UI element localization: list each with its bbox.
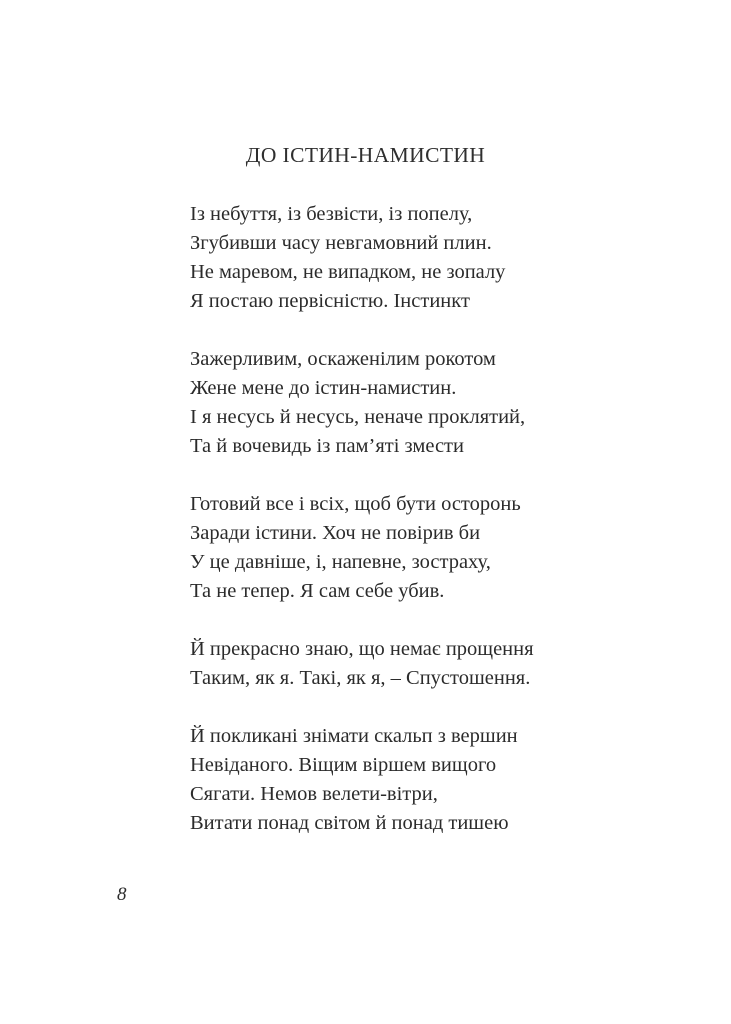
stanza-5 [190, 722, 650, 838]
stanza-2 [190, 345, 650, 461]
poem-line: Та не тепер. Я сам себе убив. [190, 580, 445, 602]
poem-line: Й прекрасно знаю, що немає прощення [190, 638, 534, 660]
poem-line: Й покликані знімати скальп з вершин [190, 725, 518, 747]
poem-line: Згубивши часу невгамовний плин. [190, 232, 492, 254]
poem-line: Не маревом, не випадком, не зопалу [190, 261, 506, 283]
poem-line: Жене мене до істин-намистин. [190, 377, 457, 399]
poem-line: Невіданого. Віщим віршем вищого [190, 754, 497, 776]
stanza-3 [190, 490, 650, 606]
poem-line: Витати понад світом й понад тишею [190, 812, 509, 834]
poem-line: Із небуття, із безвісти, із попелу, [190, 203, 473, 225]
poem-body [190, 200, 650, 867]
poem-line: Таким, як я. Такі, як я, – Спустошення. [190, 667, 531, 689]
stanza-1 [190, 200, 650, 316]
poem-line: Заради істини. Хоч не повірив би [190, 522, 481, 544]
poem-line: Зажерливим, оскаженілим рокотом [190, 348, 496, 370]
poem-line: У це давніше, і, напевне, зостраху, [190, 551, 491, 573]
poem-line: І я несусь й несусь, неначе проклятий, [190, 406, 526, 428]
page-number: 8 [117, 884, 127, 905]
poem-title: ДО ІСТИН-НАМИСТИН [245, 143, 486, 167]
poem-line: Сягати. Немов велети-вітри, [190, 783, 438, 805]
poem-line: Та й вочевидь із пам’яті змести [190, 435, 464, 457]
poem-line: Я постаю первісністю. Інстинкт [190, 290, 470, 312]
stanza-4 [190, 635, 650, 693]
poem-line: Готовий все і всіх, щоб бути осторонь [190, 493, 521, 515]
